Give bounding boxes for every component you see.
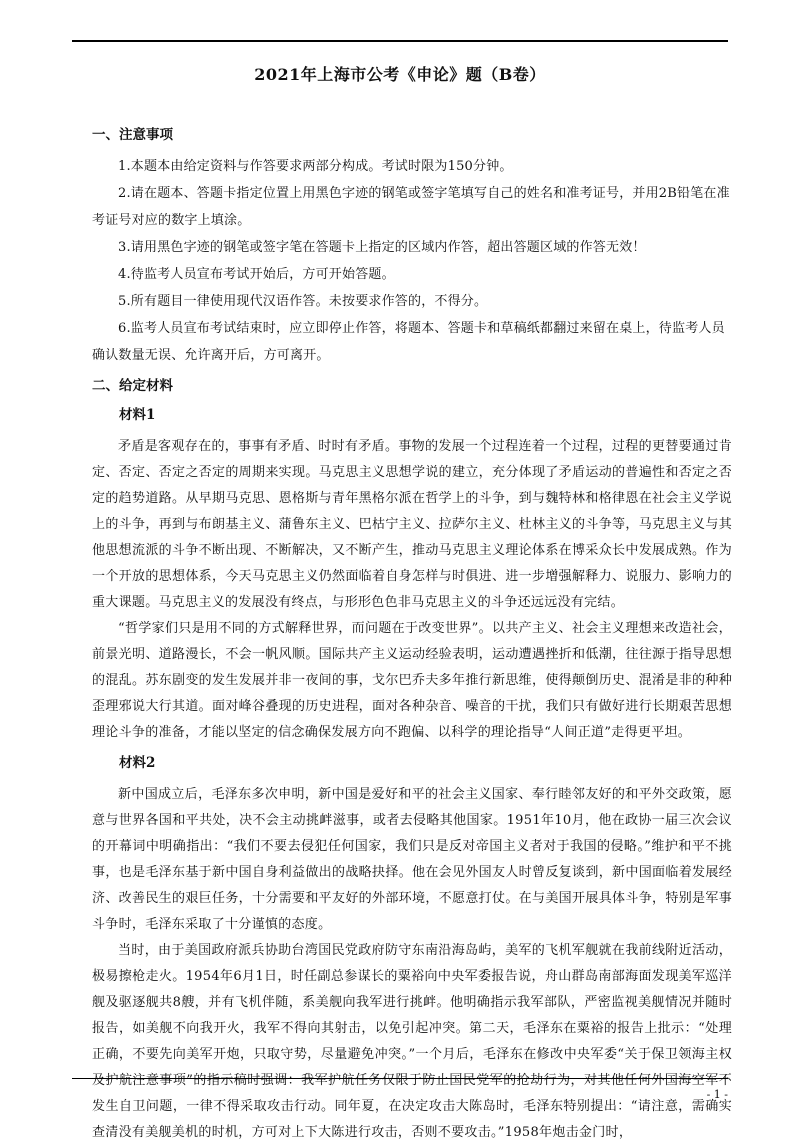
material-2-paragraph-2: 当时，由于美国政府派兵协助台湾国民党政府防守东南沿海岛屿，美军的飞机军舰就在我前线附近活动，极易擦枪走火。1954年6月1日，时任副总参谋长的粟裕向中央军委报告说，舟山群岛南部海面发现美军巡洋舰及驱逐舰共8艘，并有飞机伴随，系美舰向我军进行挑衅。他明确指示我军部队，严密监视美舰情况并随时报告，如美舰不向我开火，我军不得向其射击，以免引起冲突。第二天，毛泽东在粟裕的报告上批示：“处理正确，不要先向美军开炮，只取守势，尽量避免冲突。”一个月后，毛泽东在修改中央军委“关于保卫领海主权及护航注意事项”的指示稿时强调：我军护航任务仅限于防止国民党军的抢劫行为，对其他任何外国海空军不发生自卫问题，一律不得采取攻击行动。同年夏，在决定攻击大陈岛时，毛泽东特别提出：“请注意，需确实查清没有美舰美机的时机，方可对上下大陈进行攻击，否则不要攻击。”1958年炮击金门时， [92,943,732,1140]
material-2-paragraph-1: 新中国成立后，毛泽东多次申明，新中国是爱好和平的社会主义国家、奉行睦邻友好的和平外交政策，愿意与世界各国和平共处，决不会主动挑衅滋事，或者去侵略其他国家。1951年10月，他在政协一届三次会议的开幕词中明确指出：“我们不要去侵犯任何国家，我们只是反对帝国主义者对于我国的侵略。”维护和平不挑事，也是毛泽东基于新中国自身利益做出的战略抉择。他在会见外国友人时曾反复谈到，新中国面临着发展经济、改善民生的艰巨任务，十分需要和平友好的外部环境，不愿意打仗。在与美国开展具体斗争，特别是军事斗争时，毛泽东采取了十分谨慎的态度。 [92,787,732,932]
document-title: 2021年上海市公考《申论》题（B卷） [254,65,546,84]
notice-item-5: 5.所有题目一律使用现代汉语作答。未按要求作答的，不得分。 [118,294,488,309]
section-heading-materials: 二、给定材料 [92,378,173,394]
section-heading-notes: 一、注意事项 [92,127,173,143]
material-1-paragraph-2: “哲学家们只是用不同的方式解释世界，而问题在于改变世界”。以共产主义、社会主义理想来改造社会，前景光明、道路漫长，不会一帆风顺。国际共产主义运动经验表明，运动遭遇挫折和低潮，往往源于指导思想的混乱。苏东剧变的发生发展并非一夜间的事，戈尔巴乔夫多年推行新思维，使得颠倒历史、混淆是非的种种歪理邪说大行其道。面对峰谷叠现的历史进程，面对各种杂音、噪音的干扰，我们只有做好进行长期艰苦思想理论斗争的准备，才能以坚定的信念确保发展方向不跑偏、以科学的理论指导“人间正道”走得更平坦。 [92,621,732,740]
notice-item-4: 4.待监考人员宣布考试开始后，方可开始答题。 [118,267,395,282]
notice-item-6: 6.监考人员宣布考试结束时，应立即停止作答，将题本、答题卡和草稿纸都翻过来留在桌上，待监考人员确认数量无误、允许离开后，方可离开。 [92,321,725,363]
notice-item-1: 1.本题本由给定资料与作答要求两部分构成。考试时限为150分钟。 [118,159,513,174]
material-1-paragraph-1: 矛盾是客观存在的，事事有矛盾、时时有矛盾。事物的发展一个过程连着一个过程，过程的更替要通过肯定、否定、否定之否定的周期来实现。马克思主义思想学说的建立，充分体现了矛盾运动的普遍性和否定之否定的趋势道路。从早期马克思、恩格斯与青年黑格尔派在哲学上的斗争，到与魏特林和格律恩在社会主义学说上的斗争，再到与布朗基主义、蒲鲁东主义、巴枯宁主义、拉萨尔主义、杜林主义的斗争等，马克思主义与其他思想流派的斗争不断出现、不断解决，又不断产生，推动马克思主义理论体系在博采众长中发展成熟。作为一个开放的思想体系，今天马克思主义仍然面临着自身怎样与时俱进、进一步增强解释力、说服力、影响力的重大课题。马克思主义的发展没有终点，与形形色色非马克思主义的斗争还远远没有完结。 [92,439,732,610]
notice-item-3: 3.请用黑色字迹的钢笔或签字笔在答题卡上指定的区域内作答，超出答题区域的作答无效！ [118,240,646,255]
material-1-label: 材料1 [119,407,156,423]
material-2-label: 材料2 [119,755,156,771]
document-body [92,124,732,1146]
notice-item-2: 2.请在题本、答题卡指定位置上用黑色字迹的钢笔或签字笔填写自己的姓名和准考证号，并用2B铅笔在准考证号对应的数字上填涂。 [92,186,730,228]
page-number: - 1 - [706,1088,728,1101]
header-rule [72,40,728,42]
footer-rule [72,1078,728,1079]
